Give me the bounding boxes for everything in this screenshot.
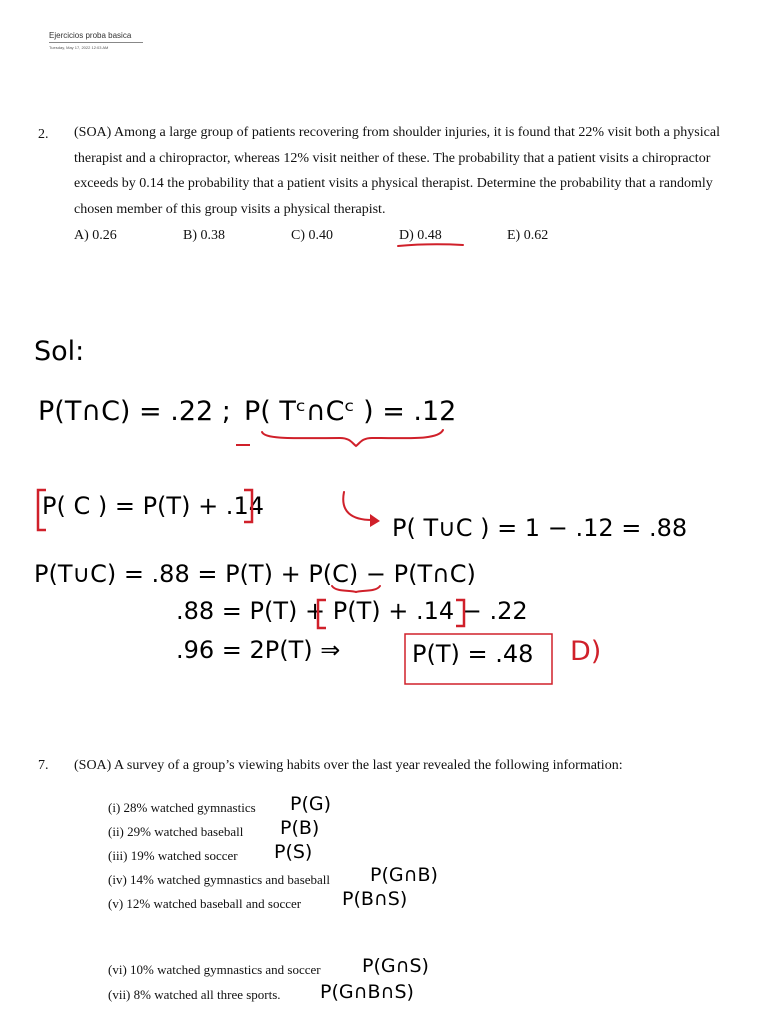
option-d-underline — [398, 244, 463, 246]
title-underline — [49, 42, 143, 43]
survey-item: (vi) 10% watched gymnastics and soccer — [108, 962, 321, 977]
survey-item: (iii) 19% watched soccer — [108, 848, 238, 863]
survey-item: (iv) 14% watched gymnastics and baseball — [108, 872, 331, 887]
problem-2-text: (SOA) Among a large group of patients recovering from shoulder injuries, it is found that 22% visit both a physical therapist and a chiropractor, whereas 12% visit neither of these. The probability that a patient visits a chiropractor exceeds by 0.14 the probability that a patient visits a physical therapist. Determine the probability that a randomly chosen member of this group visits a physical therapist. — [74, 125, 720, 217]
solution-answer-letter: D) — [570, 636, 602, 667]
solution-simplified: .96 = 2P(T) ⇒ — [176, 636, 341, 664]
union-arrow — [343, 492, 372, 520]
solution-union: P( T∪C ) = 1 − .12 = .88 — [392, 514, 688, 542]
solution-chiro-relation: P( C ) = P(T) + .14 — [42, 492, 264, 520]
option-e: E) 0.62 — [507, 228, 549, 243]
problem-7-text: (SOA) A survey of a group’s viewing habits over the last year revealed the following information: — [74, 758, 623, 773]
survey-item: (i) 28% watched gymnastics — [108, 800, 256, 815]
survey-note: P(S) — [274, 841, 313, 863]
survey-note: P(G∩B) — [370, 864, 438, 886]
solution-union-expansion: P(T∪C) = .88 = P(T) + P(C) − P(T∩C) — [34, 560, 476, 588]
survey-item: (v) 12% watched baseball and soccer — [108, 896, 302, 911]
survey-note: P(G) — [290, 793, 332, 815]
problem-2-number: 2. — [38, 127, 49, 142]
survey-note: P(G∩S) — [362, 955, 429, 977]
solution-substitution: .88 = P(T) + P(T) + .14 − .22 — [176, 597, 528, 625]
option-d: D) 0.48 — [399, 228, 442, 243]
solution-given-intersection: P(T∩C) = .22 ; — [38, 396, 231, 427]
solution-heading: Sol: — [34, 336, 85, 367]
solution-given-neither: P( Tᶜ∩Cᶜ ) = .12 — [244, 396, 457, 427]
survey-item: (vii) 8% watched all three sports. — [108, 987, 281, 1002]
union-arrowhead — [370, 514, 380, 527]
survey-item: (ii) 29% watched baseball — [108, 824, 244, 839]
option-a: A) 0.26 — [74, 228, 117, 243]
solution-answer-box-text: P(T) = .48 — [412, 640, 534, 668]
problem-7-number: 7. — [38, 758, 49, 773]
complement-brace — [262, 430, 443, 446]
option-c: C) 0.40 — [291, 228, 333, 243]
option-b: B) 0.38 — [183, 228, 225, 243]
survey-note: P(G∩B∩S) — [320, 981, 414, 1003]
survey-note: P(B) — [280, 817, 320, 839]
page-datetime: Tuesday, May 17, 2022 12:03 AM — [49, 45, 109, 50]
survey-note: P(B∩S) — [342, 888, 408, 910]
page-title: Ejercicios proba basica — [49, 31, 132, 40]
